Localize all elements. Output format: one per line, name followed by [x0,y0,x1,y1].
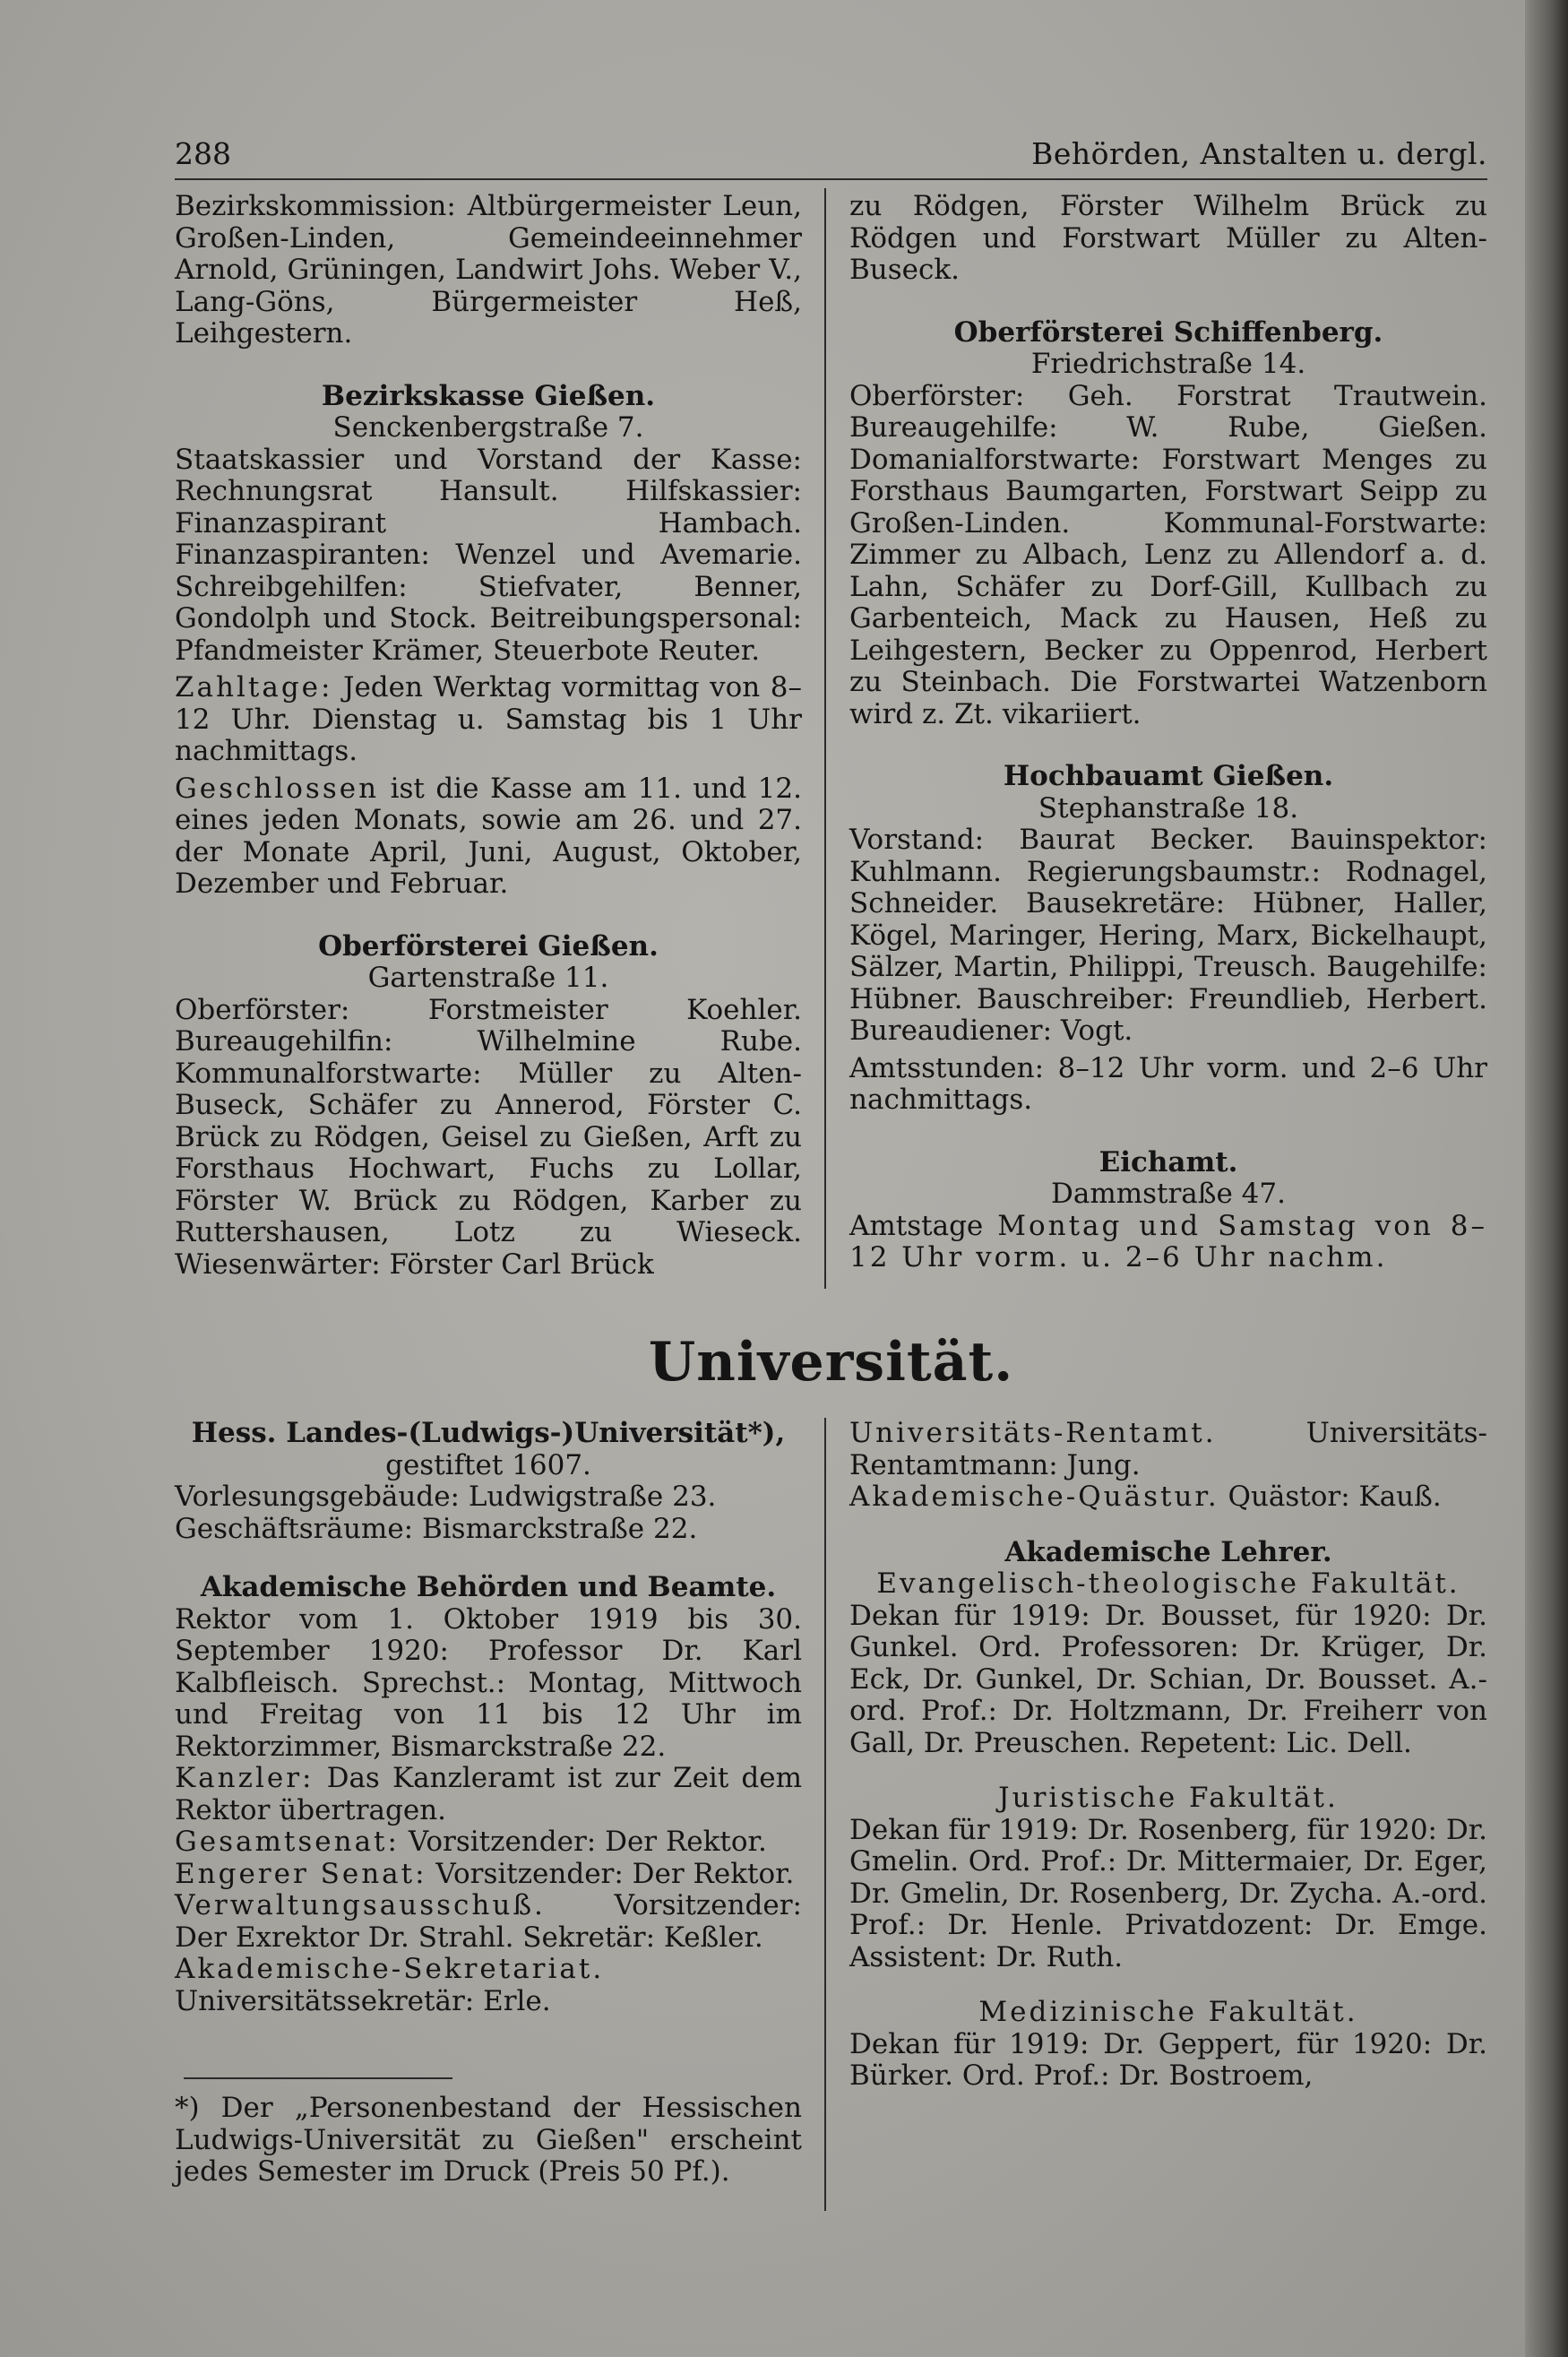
bezirkskasse-heading: Bezirkskasse Gießen. [321,379,656,412]
page-number: 288 [175,136,231,171]
upper-right-column [849,191,1487,1274]
engerer-senat-label: Engerer Senat: [175,1857,427,1890]
quaestur-entry [849,1481,1487,1514]
gesamtsenat-entry [175,1826,802,1859]
hochbauamt-staff: Vorstand: Baurat Becker. Bauinspektor: Kuhlmann. Regierungsbaumstr.: Rodnagel, Schneider. Bausekretäre: Hübner, Haller, Kögel, Maringer, Hering, Marx, Bickelhaupt, Sälzer, Martin, Philippi, Treusch. Baugehilfe: Hübner. Bauschreiber: Freundlieb, Herbert. Bureaudiener: Vogt. [849,824,1487,1047]
bezirkskasse-closed [175,773,802,901]
oberfoersterei-schiffenberg-heading: Oberförsterei Schiffenberg. [953,315,1383,349]
lehrer-heading: Akademische Lehrer. [1004,1535,1332,1568]
footnote [175,2093,802,2189]
oberfoersterei-giessen-staff: Oberförster: Forstmeister Koehler. Bureaugehilfin: Wilhelmine Rube. Kommunalforstwarte: Müller zu Alten-Buseck, Schäfer zu Annerod, Förster C. Brück zu Rödgen, Geisel zu Gießen, Arft zu Forsthaus Hochwart, Fuchs zu Lollar, Förster W. Brück zu Rödgen, Karber zu Ruttershausen, Lotz zu Wieseck. Wiesenwärter: Förster Carl Brück [175,993,802,1281]
med-faculty-heading: Medizinische Fakultät. [978,1996,1358,2028]
hochbauamt-address: Stephanstraße 18. [1038,791,1299,825]
closed-text: ist die Kasse am 11. und 12. eines jeden Monats, sowie am 26. und 27. der Monate April, Juni, August, Oktober, Dezember und Februar. [175,772,802,900]
eichamt-days [849,1211,1487,1274]
gesamtsenat-text: Vorsitzender: Der Rektor. [408,1826,767,1858]
oberfoersterei-giessen-heading: Oberförsterei Gießen. [318,929,659,963]
vorlesungsgebaeude: Vorlesungsgebäude: Ludwigstraße 23. [175,1481,717,1513]
eichamt-address: Dammstraße 47. [1050,1178,1286,1210]
verwaltungsausschuss-label: Verwaltungsausschuß. [175,1889,546,1921]
rektor-entry: Rektor vom 1. Oktober 1919 bis 30. September 1920: Professor Dr. Karl Kalbfleisch. Sprechst.: Montag, Mittwoch und Freitag von 11 bis 12 Uhr im Rektorzimmer, Bismarckstraße 22. [175,1602,802,1763]
rentamt-entry [849,1418,1487,1481]
med-faculty-text: Dekan für 1919: Dr. Geppert, für 1920: Dr. Bürker. Ord. Prof.: Dr. Bostroem, [849,2027,1487,2092]
running-title: Behörden, Anstalten u. dergl. [1031,136,1487,171]
footnote-rule [184,2077,452,2079]
bezirkskasse-address: Senckenbergstraße 7. [332,411,644,444]
bezirkskasse-zahltage [175,672,802,768]
sekretariat-text: Universitätssekretär: Erle. [175,1984,551,2017]
lower-right-column [849,1418,1487,2093]
kanzler-text: Das Kanzleramt ist zur Zeit dem Rektor übertragen. [175,1762,803,1826]
bezirkskasse-staff: Staatskassier und Vorstand der Kasse: Rechnungsrat Hansult. Hilfskassier: Finanzaspirant Hambach. Finanzaspiranten: Wenzel und Avemarie. Schreibgehilfen: Stiefvater, Benner, Gondolph und Stock. Beitreibungspersonal: Pfandmeister Krämer, Steuerbote Reuter. [175,443,802,667]
zahltage-label: Zahltage: [175,671,333,704]
oberfoersterei-schiffenberg-staff: Oberförster: Geh. Forstrat Trautwein. Bureaugehilfe: W. Rube, Gießen. Domanialforstwarte: Forstwart Menges zu Forsthaus Baumgarten, Forstwart Seipp zu Großen-Linden. Kommunal-Forstwarte: Zimmer zu Albach, Lenz zu Allendorf a. d. Lahn, Schäfer zu Dorf-Gill, Kullbach zu Garbenteich, Mack zu Hausen, Heß zu Leihgestern, Becker zu Oppenrod, Herbert zu Steinbach. Die Forstwartei Watzenborn wird z. Zt. vikariiert. [849,379,1487,730]
eichamt-heading: Eichamt. [1098,1145,1238,1178]
oberfoersterei-giessen-address: Gartenstraße 11. [367,962,609,994]
footnote-text: *) Der „Personenbestand der Hessischen Ludwigs-Universität zu Gießen" erscheint jedes Semester im Druck (Preis 50 Pf.). [175,2092,802,2188]
book-gutter [1525,0,1568,2357]
rentamt-text: Universitäts-Rentamtmann: Jung. [849,1417,1487,1481]
engerer-senat-entry [175,1859,802,1891]
behoerden-heading: Akademische Behörden und Beamte. [200,1571,777,1603]
hochbauamt-heading: Hochbauamt Gießen. [1003,760,1334,792]
lower-column-divider [824,1418,826,2211]
sekretariat-entry [175,1954,802,2017]
lower-left-column [175,1418,802,2017]
kanzler-label: Kanzler: [175,1762,314,1794]
upper-column-divider [824,188,826,1289]
continuation-text: zu Rödgen, Förster Wilhelm Brück zu Rödgen und Forstwart Müller zu Alten-Buseck. [849,190,1487,286]
geschaeftsraeume: Geschäftsräume: Bismarckstraße 22. [175,1512,698,1545]
section-title: Universität. [648,1331,1014,1394]
sekretariat-label: Akademische-Sekretariat. [175,1953,605,1985]
university-heading: Hess. Landes-(Ludwigs-)Universität*), [191,1417,786,1449]
hochbauamt-hours: Amtsstunden: 8–12 Uhr vorm. und 2–6 Uhr nachmittags. [849,1051,1487,1116]
bezirkskommission-entry: Bezirkskommission: Altbürgermeister Leun, Großen-Linden, Gemeindeeinnehmer Arnold, Grüningen, Landwirt Johs. Weber V., Lang-Göns, Bürgermeister Heß, Leihgestern. [175,190,802,350]
header-rule [175,178,1487,180]
evang-faculty-text: Dekan für 1919: Dr. Bousset, für 1920: Dr. Gunkel. Ord. Professoren: Dr. Krüger, Dr. Eck, Dr. Gunkel, Dr. Schian, Dr. Bousset. A.-ord. Prof.: Dr. Holtzmann, Dr. Freiherr von Gall, Dr. Preuschen. Repetent: Lic. Dell. [849,1599,1487,1759]
gesamtsenat-label: Gesamtsenat: [175,1826,400,1858]
running-header [175,134,1487,174]
jur-faculty-text: Dekan für 1919: Dr. Rosenberg, für 1920: Dr. Gmelin. Ord. Prof.: Dr. Mittermaier, Dr. Eger, Dr. Gmelin, Dr. Rosenberg, Dr. Zycha. A.-ord. Prof.: Dr. Henle. Privatdozent: Dr. Emge. Assistent: Dr. Ruth. [849,1813,1487,1973]
jur-faculty-heading: Juristische Fakultät. [998,1782,1339,1814]
verwaltungsausschuss-text: Vorsitzender: Der Exrektor Dr. Strahl. Sekretär: Keßler. [175,1889,802,1954]
oberfoersterei-schiffenberg-address: Friedrichstraße 14. [1030,348,1306,380]
upper-left-column [175,191,802,1281]
eichamt-days-text: Montag und Samstag von 8–12 Uhr vorm. u. 2–6 Uhr nachm. [849,1209,1487,1273]
kanzler-entry [175,1763,802,1826]
university-founded: gestiftet 1607. [385,1448,591,1481]
quaestur-label: Akademische-Quästur. [849,1481,1219,1513]
zahltage-text: Jeden Werktag vormittag von 8–12 Uhr. Dienstag u. Samstag bis 1 Uhr nachmittags. [175,671,803,767]
eichamt-days-label: Amtstage [849,1209,984,1242]
verwaltungsausschuss-entry [175,1890,802,1954]
closed-label: Geschlossen [175,772,380,805]
quaestur-text: Quästor: Kauß. [1228,1481,1442,1513]
evang-faculty-heading: Evangelisch-theologische Fakultät. [876,1567,1460,1600]
rentamt-label: Universitäts-Rentamt. [849,1417,1217,1449]
engerer-senat-text: Vorsitzender: Der Rektor. [435,1857,795,1890]
